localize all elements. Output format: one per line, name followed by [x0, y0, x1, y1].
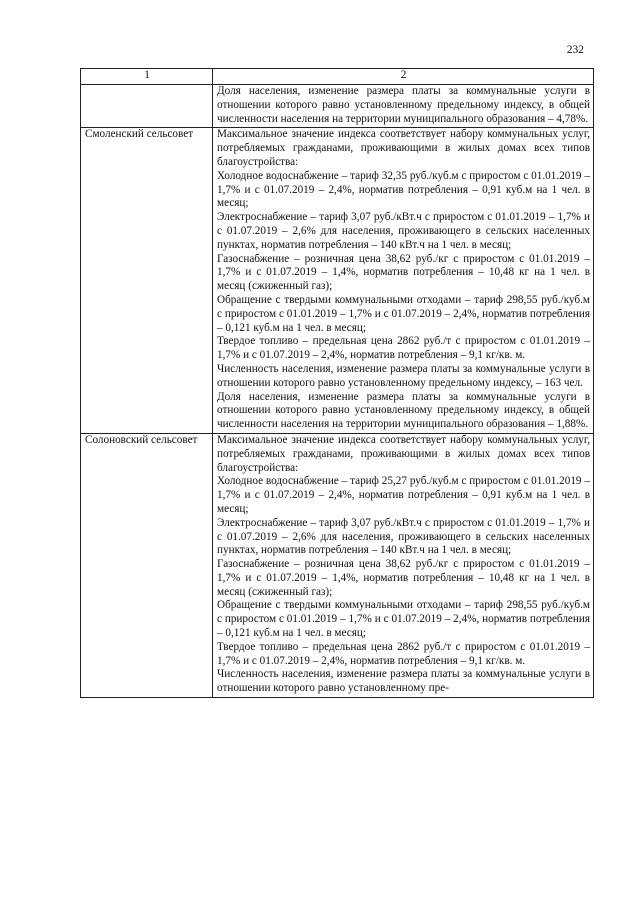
description-cell: [213, 128, 594, 434]
table-body: [81, 85, 594, 698]
column-header-2: 2: [213, 69, 594, 85]
table-row: [81, 128, 594, 434]
description-cell: [213, 433, 594, 697]
description-paragraph: Обращение с твердыми коммунальными отходами – тариф 298,55 руб./куб.м с приростом с 01.01.2019 – 1,7% и с 01.07.2019 – 2,4%, норматив потребления – 0,121 куб.м на 1 чел. в месяц;: [217, 293, 590, 334]
table-header-row: [81, 69, 594, 85]
description-paragraph: Газоснабжение – розничная цена 38,62 руб./кг с приростом с 01.01.2019 – 1,7% и с 01.07.2019 – 1,4%, норматив потребления – 10,48 кг на 1 чел. в месяц (сжиженный газ);: [217, 558, 590, 598]
description-paragraph: Максимальное значение индекса соответствует набору коммунальных услуг, потребляемых гражданами, проживающими в жилых домах всех типов благоустройства:: [217, 128, 590, 168]
description-paragraph: Обращение с твердыми коммунальными отходами – тариф 298,55 руб./куб.м с приростом с 01.01.2019 – 1,7% и с 01.07.2019 – 2,4%, норматив потребления – 0,121 куб.м на 1 чел. в месяц;: [217, 599, 590, 640]
page-number: 232: [566, 44, 584, 56]
document-table: [80, 68, 594, 698]
description-paragraph: Численность населения, изменение размера платы за коммунальные услуги в отношении которого равно установленному пре-: [217, 668, 590, 695]
description-paragraph: Доля населения, изменение размера платы за коммунальные услуги в отношении которого равно установленному предельному индексу, в общей численности населения на территории муниципального образования – 1,88%.: [217, 390, 590, 431]
table-row: [81, 85, 594, 128]
description-paragraph: Электроснабжение – тариф 3,07 руб./кВт.ч с приростом с 01.01.2019 – 1,7% и с 01.07.2019 – 2,6% для населения, проживающего в сельских населенных пунктах, норматив потребления – 140 кВт.ч на 1 чел. в месяц;: [217, 211, 590, 251]
description-paragraph: Газоснабжение – розничная цена 38,62 руб./кг с приростом с 01.01.2019 – 1,7% и с 01.07.2019 – 1,4%, норматив потребления – 10,48 кг на 1 чел. в месяц (сжиженный газ);: [217, 252, 590, 293]
description-paragraph: Максимальное значение индекса соответствует набору коммунальных услуг, потребляемых гражданами, проживающими в жилых домах всех типов благоустройства:: [217, 433, 590, 474]
description-paragraph: Доля населения, изменение размера платы за коммунальные услуги в отношении которого равно установленному предельному индексу, в общей численности населения на территории муниципального образования – 4,78%.: [217, 85, 590, 125]
column-header-1: 1: [81, 69, 213, 85]
description-paragraph: Холодное водоснабжение – тариф 32,35 руб./куб.м с приростом с 01.01.2019 – 1,7% и с 01.07.2019 – 2,4%, норматив потребления – 0,91 куб.м на 1 чел. в месяц;: [217, 169, 590, 210]
description-cell: [213, 85, 594, 128]
region-name-cell: Смоленский сельсовет: [81, 128, 213, 434]
description-paragraph: Твердое топливо – предельная цена 2862 руб./т с приростом с 01.01.2019 – 1,7% и с 01.07.2019 – 2,4%, норматив потребления – 9,1 кг/кв. м.: [217, 640, 590, 667]
description-paragraph: Численность населения, изменение размера платы за коммунальные услуги в отношении которого равно установленному предельному индексу, – 163 чел.: [217, 362, 590, 389]
region-name-cell: [81, 85, 213, 128]
description-paragraph: Холодное водоснабжение – тариф 25,27 руб./куб.м с приростом с 01.01.2019 – 1,7% и с 01.07.2019 – 2,4%, норматив потребления – 0,91 куб.м на 1 чел. в месяц;: [217, 475, 590, 515]
description-paragraph: Электроснабжение – тариф 3,07 руб./кВт.ч с приростом с 01.01.2019 – 1,7% и с 01.07.2019 – 2,6% для населения, проживающего в сельских населенных пунктах, норматив потребления – 140 кВт.ч на 1 чел. в месяц;: [217, 516, 590, 557]
description-paragraph: Твердое топливо – предельная цена 2862 руб./т с приростом с 01.01.2019 – 1,7% и с 01.07.2019 – 2,4%, норматив потребления – 9,1 кг/кв. м.: [217, 335, 590, 362]
region-name-cell: Солоновский сельсовет: [81, 433, 213, 697]
table-row: [81, 433, 594, 697]
